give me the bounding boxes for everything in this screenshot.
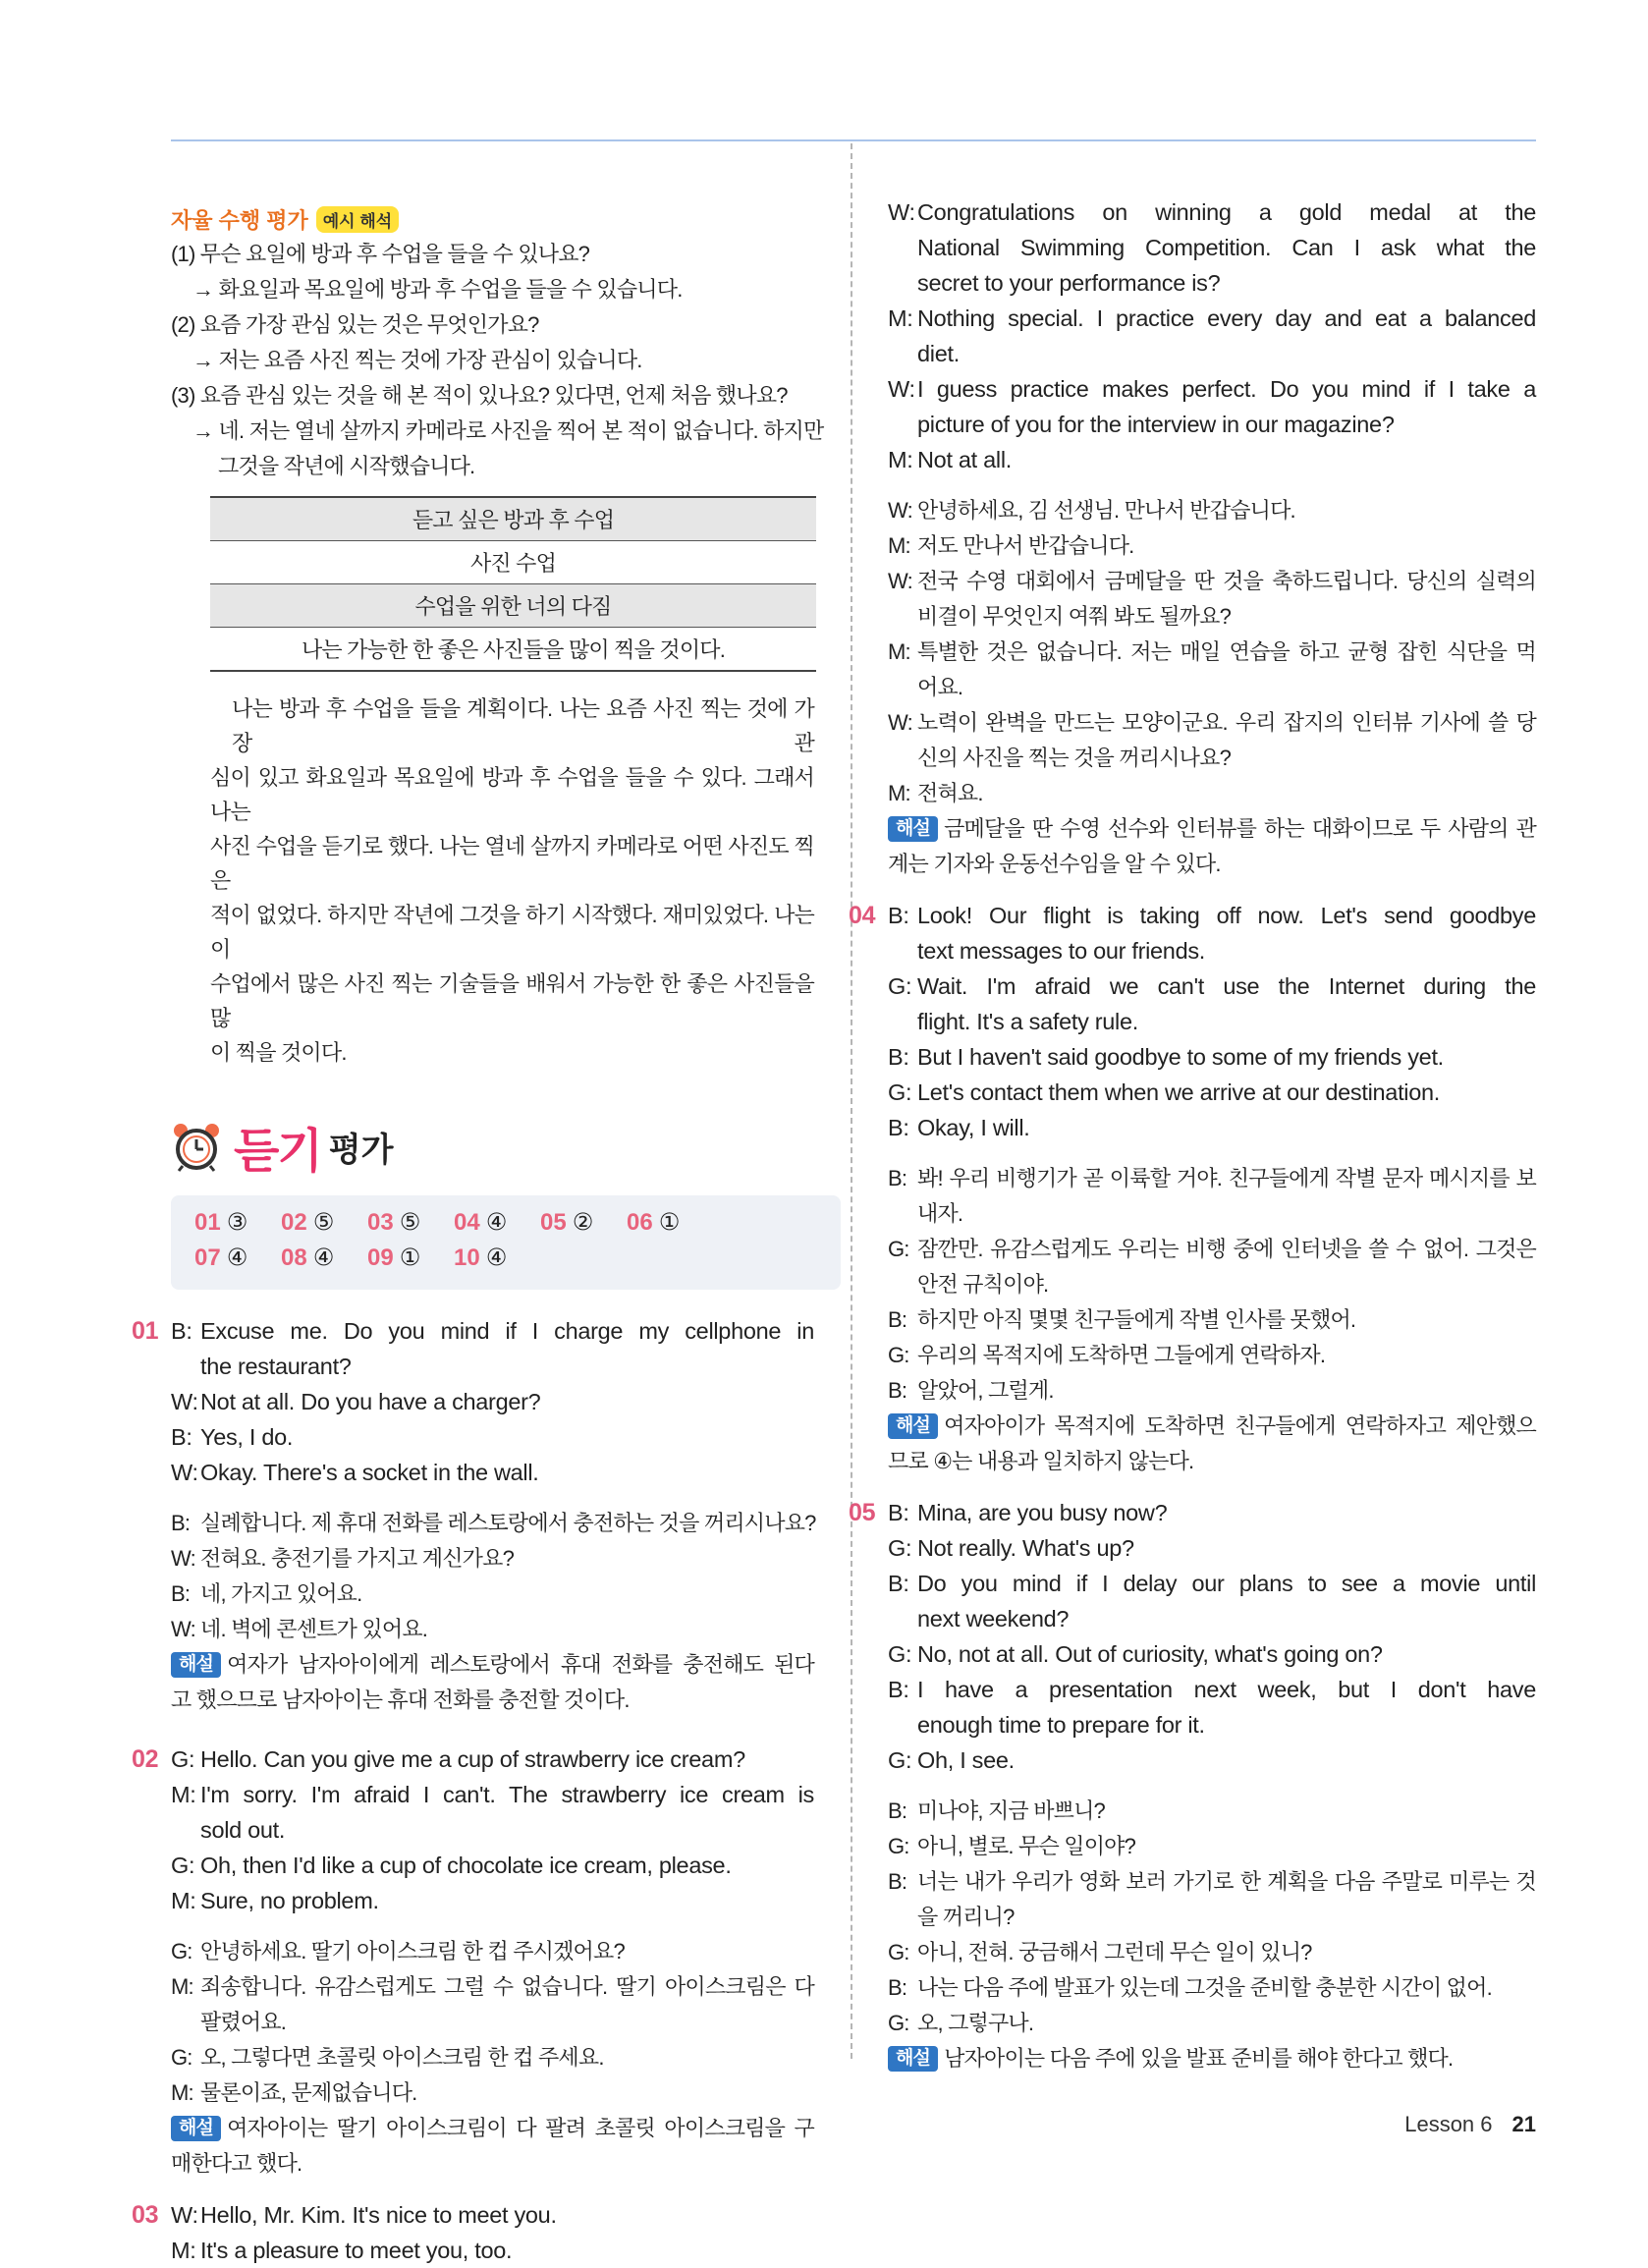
speaker-label: M:: [171, 1888, 196, 1913]
speaker-label: W:: [888, 710, 912, 735]
explanation-line: [171, 1647, 814, 1683]
dialogue-line: [888, 1530, 1536, 1566]
self-eval-line: (1) 무슨 요일에 방과 후 수업을 들을 수 있나요?: [171, 242, 590, 266]
speaker-label: B:: [171, 1581, 191, 1606]
answer-number: 06: [627, 1209, 653, 1236]
question-02: [132, 1742, 814, 2182]
self-eval-line: → 저는 요즘 사진 찍는 것에 가장 관심이 있습니다.: [192, 348, 642, 372]
question-03-continued: [888, 194, 1536, 882]
dialogue-continuation: next weekend?: [917, 1606, 1070, 1632]
answer-number: 04: [454, 1209, 480, 1236]
dialogue-line: [888, 1039, 1536, 1075]
speaker-label: B:: [888, 1115, 909, 1140]
answer-item: [540, 1205, 627, 1241]
dialogue-text: 저도 만나서 반갑습니다.: [917, 533, 1134, 558]
dialogue-text: Not at all. Do you have a charger?: [200, 1389, 541, 1414]
dialogue-text: I guess practice makes perfect. Do you mind if I take a: [917, 376, 1536, 402]
speaker-label: B:: [888, 1378, 907, 1403]
explanation-text: 여자가 남자아이에게 레스토랑에서 휴대 전화를 충전해도 된다: [227, 1652, 814, 1677]
paragraph-line: 적이 없었다. 하지만 작년에 그것을 하기 시작했다. 재미있었다. 나는 이: [210, 903, 814, 962]
speaker-label: W:: [171, 1546, 195, 1571]
speaker-label: B:: [171, 1318, 192, 1344]
explanation-text: 여자아이가 목적지에 도착하면 친구들에게 연락하자고 제안했으: [944, 1413, 1536, 1438]
dialogue-line: [888, 1338, 1536, 1373]
dialogue-continuation: picture of you for the interview in our magazine?: [917, 412, 1395, 437]
speaker-label: M:: [888, 305, 913, 331]
answer-choice: ①: [399, 1245, 421, 1271]
dialogue-line: [132, 2197, 814, 2233]
answer-choice: ④: [485, 1209, 508, 1236]
self-eval-heading: [171, 201, 814, 237]
dialogue-text: Excuse me. Do you mind if I charge my cellphone in: [200, 1318, 814, 1344]
page-number: 21: [1511, 2112, 1536, 2136]
dialogue-text: Look! Our flight is taking off now. Let's send goodbye: [917, 903, 1536, 928]
explanation-tag: 해설: [888, 816, 938, 842]
answer-item: [367, 1205, 454, 1241]
dialogue-line: [171, 1455, 814, 1490]
dialogue-continuation: 을 꺼리니?: [917, 1905, 1015, 1929]
dialogue-continuation: diet.: [917, 341, 960, 366]
question-number: 04: [849, 902, 876, 929]
dialogue-line: [888, 635, 1536, 670]
left-column: [132, 201, 824, 2268]
dialogue-line: [171, 1883, 814, 1918]
dialogue-text: Okay, I will.: [917, 1115, 1030, 1140]
dialogue-text: 특별한 것은 없습니다. 저는 매일 연습을 하고 균형 잡힌 식단을 먹: [917, 639, 1536, 664]
dialogue-continuation: secret to your performance is?: [917, 270, 1221, 296]
answer-number: 03: [367, 1209, 394, 1236]
right-column: [849, 194, 1536, 2076]
top-rule: [171, 139, 1536, 141]
answer-number: 07: [194, 1245, 221, 1271]
dialogue-line: [888, 493, 1536, 528]
speaker-label: G:: [888, 1535, 912, 1561]
dialogue-text: 나는 다음 주에 발표가 있는데 그것을 준비할 충분한 시간이 없어.: [917, 1975, 1492, 2000]
paragraph-line: 심이 있고 화요일과 목요일에 방과 후 수업을 들을 수 있다. 그래서 나는: [210, 765, 814, 824]
question-03-start: [132, 2197, 814, 2268]
plan-cell: 사진 수업: [210, 541, 816, 584]
dialogue-line: [888, 1566, 1536, 1601]
question-number: 03: [132, 2201, 159, 2229]
dialogue-text: Hello. Can you give me a cup of strawberry ice cream?: [200, 1746, 745, 1772]
speaker-label: M:: [171, 1974, 193, 1999]
alarm-clock-icon: [171, 1121, 222, 1172]
speaker-label: B:: [888, 1166, 907, 1190]
speaker-label: W:: [888, 498, 912, 523]
question-04: [849, 898, 1536, 1479]
dialogue-continuation: the restaurant?: [200, 1354, 352, 1379]
dialogue-text: It's a pleasure to meet you, too.: [200, 2238, 513, 2263]
dialogue-text: 전혀요.: [917, 781, 983, 805]
speaker-label: B:: [888, 1975, 907, 2000]
question-number: 02: [132, 1745, 159, 1773]
dialogue-text: 네. 벽에 콘센트가 있어요.: [200, 1617, 428, 1641]
answer-choice: ④: [312, 1245, 335, 1271]
dialogue-text: 네, 가지고 있어요.: [200, 1581, 362, 1606]
answer-choice: ②: [572, 1209, 594, 1236]
dialogue-text: 잠깐만. 유감스럽게도 우리는 비행 중에 인터넷을 쓸 수 없어. 그것은: [917, 1237, 1536, 1261]
answer-choice: ⑤: [312, 1209, 335, 1236]
dialogue-line: [171, 1777, 814, 1812]
dialogue-line: [888, 442, 1536, 477]
dialogue-line: [888, 1232, 1536, 1267]
speaker-label: M:: [171, 2238, 196, 2263]
dialogue-text: 오, 그렇구나.: [917, 2011, 1034, 2035]
dialogue-line: [171, 1506, 814, 1541]
dialogue-line: [849, 898, 1536, 933]
dialogue-line: [171, 1577, 814, 1612]
dialogue-text: 봐! 우리 비행기가 곧 이륙할 거야. 친구들에게 작별 문자 메시지를 보: [917, 1166, 1536, 1190]
answer-item: [627, 1205, 713, 1241]
speaker-label: W:: [888, 199, 915, 225]
dialogue-line: [888, 1302, 1536, 1338]
explanation-line: [888, 1409, 1536, 1444]
dialogue-line: [888, 1794, 1536, 1829]
self-eval-line: → 네. 저는 열네 살까지 카메라로 사진을 찍어 본 적이 없습니다. 하지만: [192, 418, 824, 443]
dialogue-text: 안녕하세요, 김 선생님. 만나서 반갑습니다.: [917, 498, 1295, 523]
speaker-label: B:: [888, 1500, 909, 1525]
explanation-line: 므로 ④는 내용과 일치하지 않는다.: [888, 1449, 1194, 1473]
dialogue-continuation: text messages to our friends.: [917, 938, 1206, 964]
column-divider: [851, 143, 852, 2059]
dialogue-line: [171, 1848, 814, 1883]
dialogue-line: [888, 2006, 1536, 2041]
dialogue-text: Hello, Mr. Kim. It's nice to meet you.: [200, 2202, 557, 2228]
explanation-text: 여자아이는 딸기 아이스크림이 다 팔려 초콜릿 아이스크림을 구: [227, 2116, 814, 2140]
dialogue-line: [888, 776, 1536, 811]
speaker-label: M:: [888, 639, 910, 664]
answer-item: [454, 1241, 540, 1276]
speaker-label: B:: [888, 1044, 909, 1070]
dialogue-line: [849, 1495, 1536, 1530]
question-number: 05: [849, 1499, 876, 1526]
dialogue-continuation: flight. It's a safety rule.: [917, 1009, 1138, 1034]
dialogue-text: I have a presentation next week, but I don't have: [917, 1677, 1536, 1702]
answer-number: 02: [281, 1209, 307, 1236]
speaker-label: M:: [888, 781, 910, 805]
speaker-label: G:: [171, 1853, 195, 1878]
lesson-label: Lesson 6: [1404, 2112, 1493, 2136]
speaker-label: G:: [171, 1746, 195, 1772]
dialogue-text: 노력이 완벽을 만드는 모양이군요. 우리 잡지의 인터뷰 기사에 쓸 당: [917, 710, 1536, 735]
dialogue-line: [888, 1110, 1536, 1145]
dialogue-text: 너는 내가 우리가 영화 보러 가기로 한 계획을 다음 주말로 미루는 것: [917, 1869, 1536, 1894]
speaker-label: B:: [888, 903, 909, 928]
speaker-label: B:: [171, 1511, 191, 1535]
dialogue-text: 죄송합니다. 유감스럽게도 그럴 수 없습니다. 딸기 아이스크림은 다: [200, 1974, 814, 1999]
dialogue-text: 물론이죠, 문제없습니다.: [200, 2080, 417, 2105]
dialogue-line: [171, 2075, 814, 2111]
answer-item: [281, 1241, 367, 1276]
speaker-label: G:: [888, 1641, 912, 1667]
dialogue-text: Mina, are you busy now?: [917, 1500, 1168, 1525]
dialogue-text: 우리의 목적지에 도착하면 그들에게 연락하자.: [917, 1343, 1326, 1367]
dialogue-text: No, not at all. Out of curiosity, what's going on?: [917, 1641, 1383, 1667]
dialogue-line: [888, 1636, 1536, 1672]
explanation-tag: 해설: [888, 1413, 938, 1439]
dialogue-text: Nothing special. I practice every day and eat a balanced: [917, 305, 1536, 331]
answer-item: [194, 1205, 281, 1241]
speaker-label: G:: [888, 1747, 912, 1773]
question-01: [132, 1313, 816, 1718]
dialogue-text: 오, 그렇다면 초콜릿 아이스크림 한 컵 주세요.: [200, 2045, 604, 2070]
dialogue-line: [888, 1672, 1536, 1707]
explanation-line: [888, 811, 1536, 847]
speaker-label: W:: [171, 1389, 198, 1414]
answer-number: 08: [281, 1245, 307, 1271]
dialogue-text: Congratulations on winning a gold medal at the: [917, 199, 1536, 225]
dialogue-line: [888, 705, 1536, 741]
dialogue-line: [888, 371, 1536, 407]
dialogue-line: [171, 1612, 814, 1647]
explanation-text: 금메달을 딴 수영 선수와 인터뷰를 하는 대화이므로 두 사람의 관: [944, 816, 1536, 841]
answer-number: 01: [194, 1209, 221, 1236]
dialogue-text: Let's contact them when we arrive at our destination.: [917, 1079, 1440, 1105]
speaker-label: G:: [171, 2045, 192, 2070]
explanation-line: 계는 기자와 운동선수임을 알 수 있다.: [888, 852, 1221, 876]
paragraph-line: 이 찍을 것이다.: [210, 1040, 347, 1065]
dialogue-line: [171, 1384, 814, 1419]
answer-item: [367, 1241, 454, 1276]
explanation-line: 고 했으므로 남자아이는 휴대 전화를 충전할 것이다.: [171, 1687, 630, 1712]
dialogue-line: [888, 968, 1536, 1004]
explanation-tag: 해설: [171, 2116, 221, 2141]
dialogue-line: [888, 528, 1536, 564]
answer-number: 05: [540, 1209, 567, 1236]
dialogue-line: [171, 2040, 814, 2075]
dialogue-continuation: 어요.: [917, 675, 963, 699]
answer-choice: ④: [485, 1245, 508, 1271]
paragraph-line: 수업에서 많은 사진 찍는 기술들을 배워서 가능한 한 좋은 사진들을 많: [210, 971, 814, 1030]
answer-row: [194, 1241, 841, 1276]
explanation-tag: 해설: [171, 1652, 221, 1678]
dialogue-line: [171, 1969, 814, 2005]
paragraph-line: 나는 방과 후 수업을 들을 계획이다. 나는 요즘 사진 찍는 것에 가장 관: [232, 696, 814, 755]
dialogue-continuation: 내자.: [917, 1201, 963, 1226]
dialogue-line: [171, 1419, 814, 1455]
dialogue-continuation: 안전 규칙이야.: [917, 1272, 1049, 1297]
answer-choice: ①: [658, 1209, 681, 1236]
dialogue-continuation: National Swimming Competition. Can I ask what the: [917, 235, 1536, 260]
speaker-label: G:: [888, 1343, 909, 1367]
dialogue-line: [888, 1742, 1536, 1778]
dialogue-line: [888, 301, 1536, 336]
dialogue-text: Oh, then I'd like a cup of chocolate ice cream, please.: [200, 1853, 732, 1878]
dialogue-line: [171, 1934, 814, 1969]
dialogue-line: [888, 1075, 1536, 1110]
dialogue-continuation: 팔렸어요.: [200, 2010, 287, 2034]
dialogue-continuation: enough time to prepare for it.: [917, 1712, 1205, 1738]
dialogue-text: Do you mind if I delay our plans to see a movie until: [917, 1571, 1536, 1596]
question-number: 01: [132, 1317, 159, 1345]
paragraph-line: 사진 수업을 듣기로 했다. 나는 열네 살까지 카메라로 어떤 사진도 찍은: [210, 834, 814, 893]
answer-key-box: [171, 1195, 841, 1290]
speaker-label: B:: [171, 1424, 192, 1450]
dialogue-text: Wait. I'm afraid we can't use the Internet during the: [917, 973, 1536, 999]
answer-number: 10: [454, 1245, 480, 1271]
speaker-label: W:: [171, 2202, 198, 2228]
plan-table: [210, 496, 816, 672]
speaker-label: G:: [888, 1237, 909, 1261]
dialogue-text: 미나야, 지금 바쁘니?: [917, 1798, 1105, 1823]
speaker-label: G:: [888, 1940, 909, 1964]
dialogue-text: Yes, I do.: [200, 1424, 294, 1450]
speaker-label: G:: [888, 973, 912, 999]
listening-title: 듣기: [234, 1125, 321, 1178]
speaker-label: W:: [171, 1617, 195, 1641]
dialogue-line: [888, 1970, 1536, 2006]
dialogue-text: Okay. There's a socket in the wall.: [200, 1460, 539, 1485]
dialogue-line: [888, 194, 1536, 230]
dialogue-line: [171, 2233, 814, 2268]
dialogue-text: 전혀요. 충전기를 가지고 계신가요?: [200, 1546, 515, 1571]
speaker-label: G:: [888, 1834, 909, 1858]
explanation-line: [888, 2041, 1536, 2076]
dialogue-line: [888, 564, 1536, 599]
speaker-label: M:: [171, 2080, 193, 2105]
speaker-label: G:: [888, 1079, 912, 1105]
speaker-label: B:: [888, 1571, 909, 1596]
self-eval-line: 그것을 작년에 시작했습니다.: [218, 454, 475, 478]
explanation-line: 매한다고 했다.: [171, 2151, 302, 2176]
example-translation-badge: 예시 해석: [316, 206, 399, 233]
dialogue-line: [888, 1829, 1536, 1864]
self-eval-title: 자율 수행 평가: [171, 207, 308, 233]
answer-choice: ③: [226, 1209, 248, 1236]
speaker-label: W:: [171, 1460, 198, 1485]
speaker-label: B:: [888, 1798, 907, 1823]
dialogue-text: 안녕하세요. 딸기 아이스크림 한 컵 주시겠어요?: [200, 1939, 625, 1964]
question-05: [849, 1495, 1536, 2076]
speaker-label: G:: [888, 2011, 909, 2035]
dialogue-text: 알았어, 그럴게.: [917, 1378, 1054, 1403]
dialogue-line: [132, 1742, 814, 1777]
answer-item: [454, 1205, 540, 1241]
dialogue-continuation: 신의 사진을 찍는 것을 꺼리시나요?: [917, 746, 1232, 770]
dialogue-line: [888, 1161, 1536, 1196]
speaker-label: B:: [888, 1869, 907, 1894]
speaker-label: W:: [888, 376, 915, 402]
self-eval-line: → 화요일과 목요일에 방과 후 수업을 들을 수 있습니다.: [192, 277, 683, 302]
dialogue-line: [171, 1541, 814, 1577]
dialogue-text: 실례합니다. 제 휴대 전화를 레스토랑에서 충전하는 것을 꺼리시나요?: [200, 1511, 816, 1535]
dialogue-text: But I haven't said goodbye to some of my friends yet.: [917, 1044, 1444, 1070]
speaker-label: M:: [888, 447, 913, 472]
speaker-label: W:: [888, 569, 912, 593]
speaker-label: B:: [888, 1677, 909, 1702]
dialogue-text: 아니, 전혀. 궁금해서 그런데 무슨 일이 있니?: [917, 1940, 1312, 1964]
dialogue-line: [888, 1864, 1536, 1900]
speaker-label: M:: [888, 533, 910, 558]
explanation-tag: 해설: [888, 2046, 938, 2072]
dialogue-line: [888, 1373, 1536, 1409]
answer-choice: ⑤: [399, 1209, 421, 1236]
plan-paragraph: [210, 691, 814, 1070]
page-footer: [1404, 2112, 1536, 2137]
speaker-label: M:: [171, 1782, 196, 1807]
listening-subtitle: 평가: [328, 1131, 394, 1169]
speaker-label: B:: [888, 1307, 907, 1332]
answer-item: [194, 1241, 281, 1276]
self-eval-line: (3) 요즘 관심 있는 것을 해 본 적이 있나요? 있다면, 언제 처음 했나요?: [171, 383, 788, 408]
dialogue-text: I'm sorry. I'm afraid I can't. The strawberry ice cream is: [200, 1782, 814, 1807]
dialogue-text: Oh, I see.: [917, 1747, 1015, 1773]
dialogue-continuation: sold out.: [200, 1817, 286, 1843]
dialogue-text: 아니, 별로. 무슨 일이야?: [917, 1834, 1136, 1858]
self-eval-line: (2) 요즘 가장 관심 있는 것은 무엇인가요?: [171, 312, 539, 337]
dialogue-line: [888, 1935, 1536, 1970]
plan-cell: 수업을 위한 너의 다짐: [210, 584, 816, 628]
dialogue-continuation: 비결이 무엇인지 여쭤 봐도 될까요?: [917, 604, 1232, 629]
dialogue-line: [132, 1313, 814, 1349]
answer-row: [194, 1205, 841, 1241]
plan-cell: 나는 가능한 한 좋은 사진들을 많이 찍을 것이다.: [210, 628, 816, 672]
dialogue-text: Not really. What's up?: [917, 1535, 1134, 1561]
answer-number: 09: [367, 1245, 394, 1271]
dialogue-text: 전국 수영 대회에서 금메달을 딴 것을 축하드립니다. 당신의 실력의: [917, 569, 1536, 593]
listening-heading: [171, 1115, 814, 1178]
explanation-text: 남자아이는 다음 주에 있을 발표 준비를 해야 한다고 했다.: [944, 2046, 1454, 2071]
speaker-label: G:: [171, 1939, 192, 1964]
answer-item: [281, 1205, 367, 1241]
plan-cell: 듣고 싶은 방과 후 수업: [210, 497, 816, 541]
dialogue-text: Not at all.: [917, 447, 1012, 472]
dialogue-text: 하지만 아직 몇몇 친구들에게 작별 인사를 못했어.: [917, 1307, 1356, 1332]
explanation-line: [171, 2111, 814, 2146]
answer-choice: ④: [226, 1245, 248, 1271]
dialogue-text: Sure, no problem.: [200, 1888, 379, 1913]
